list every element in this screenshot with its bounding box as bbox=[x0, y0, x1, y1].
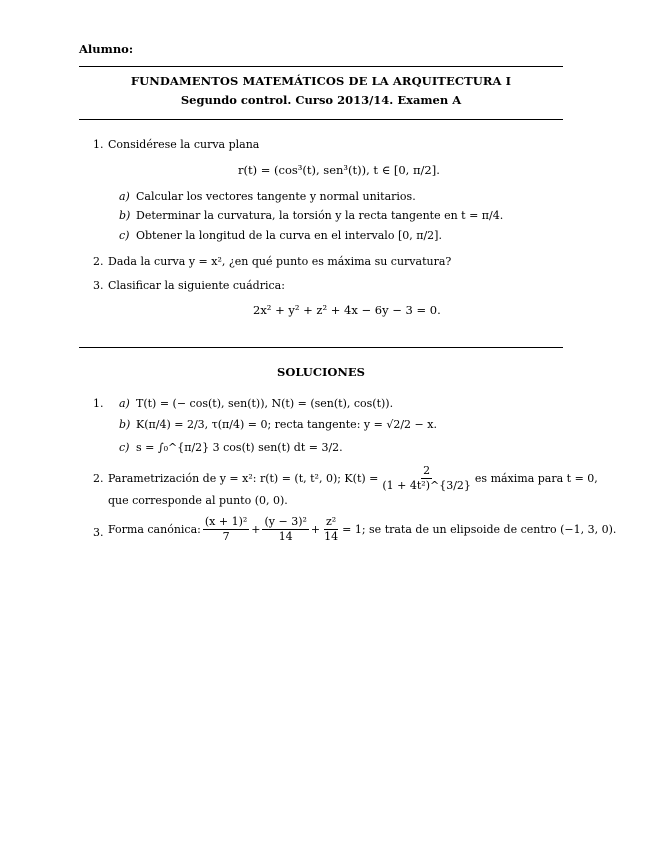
solutions-top-rule bbox=[79, 347, 563, 348]
solution-1-a-label: a) bbox=[119, 397, 130, 410]
alumno-label: Alumno: bbox=[79, 42, 134, 56]
solution-3-fraction-2-den: 14 bbox=[278, 530, 293, 543]
problem-2-number: 2. bbox=[93, 255, 104, 268]
plus-sign: + bbox=[310, 523, 321, 536]
problem-3-number: 3. bbox=[93, 279, 104, 292]
solution-2-line-1-end: es máxima para t = 0, bbox=[474, 472, 598, 485]
solution-2-line-1 bbox=[108, 464, 598, 493]
problem-1-item-a-text: Calcular los vectores tangente y normal unitarios. bbox=[136, 190, 416, 203]
solution-3-number: 3. bbox=[93, 526, 104, 539]
plus-sign: + bbox=[251, 523, 261, 536]
problem-1-item-b-label: b) bbox=[119, 209, 131, 222]
solution-3-fraction-3-den: 14 bbox=[324, 530, 339, 543]
solution-1-a-text: T(t) = (− cos(t), sen(t)), N(t) = (sen(t), cos(t)). bbox=[136, 397, 394, 410]
solution-1-number: 1. bbox=[93, 397, 104, 410]
solution-2-fraction-numerator: 2 bbox=[423, 464, 431, 477]
problem-1-intro: Considérese la curva plana bbox=[108, 138, 260, 151]
problem-3-text: Clasificar la siguiente cuádrica: bbox=[108, 279, 285, 292]
solution-2-curvature-fraction bbox=[380, 464, 473, 493]
solution-3-start: Forma canónica: bbox=[108, 523, 201, 536]
problem-3-formula: 2x² + y² + z² + 4x − 6y − 3 = 0. bbox=[253, 303, 441, 317]
problem-1-number: 1. bbox=[93, 138, 104, 151]
problem-1-item-b-text: Determinar la curvatura, la torsión y la recta tangente en t = π/4. bbox=[136, 209, 504, 222]
solution-1-b-text: K(π/4) = 2/3, τ(π/4) = 0; recta tangente: y = √2/2 − x. bbox=[136, 418, 437, 431]
header-bottom-rule bbox=[79, 119, 563, 120]
top-rule bbox=[79, 66, 563, 67]
solution-3-fraction-2 bbox=[262, 515, 308, 544]
solution-2-line-1-start: Parametrización de y = x²: r(t) = (t, t², 0); K(t) = bbox=[108, 472, 379, 485]
problem-1-item-c-label: c) bbox=[119, 229, 130, 242]
solution-3-fraction-1 bbox=[203, 515, 249, 544]
solution-3-fraction-2-num: (y − 3)² bbox=[264, 515, 307, 528]
solution-1-c-text: s = ∫₀^{π/2} 3 cos(t) sen(t) dt = 3/2. bbox=[136, 441, 343, 454]
solution-3-fraction-3-num: z² bbox=[326, 515, 337, 528]
exam-title: FUNDAMENTOS MATEMÁTICOS DE LA ARQUITECTURA I bbox=[130, 74, 512, 88]
solution-3-end: = 1; se trata de un elipsoide de centro (−1, 3, 0). bbox=[342, 523, 617, 536]
solution-3-fraction-1-num: (x + 1)² bbox=[204, 515, 248, 528]
solution-2-line-2: que corresponde al punto (0, 0). bbox=[108, 494, 288, 507]
problem-1-item-c-text: Obtener la longitud de la curva en el intervalo [0, π/2]. bbox=[136, 229, 442, 242]
problem-1-item-a-label: a) bbox=[119, 190, 130, 203]
solutions-heading: SOLUCIONES bbox=[277, 365, 365, 379]
solution-3-line bbox=[108, 515, 616, 544]
solution-2-number: 2. bbox=[93, 472, 104, 485]
solution-1-c-label: c) bbox=[119, 441, 130, 454]
solution-3-fraction-3 bbox=[322, 515, 340, 544]
solution-3-fraction-1-den: 7 bbox=[222, 530, 230, 543]
problem-2-text: Dada la curva y = x², ¿en qué punto es máxima su curvatura? bbox=[108, 255, 452, 268]
problem-1-formula: r(t) = (cos³(t), sen³(t)), t ∈ [0, π/2]. bbox=[238, 163, 440, 177]
exam-subtitle: Segundo control. Curso 2013/14. Examen A bbox=[180, 93, 462, 107]
solution-2-fraction-denominator: (1 + 4t²)^{3/2} bbox=[382, 479, 471, 492]
solution-1-b-label: b) bbox=[119, 418, 131, 431]
